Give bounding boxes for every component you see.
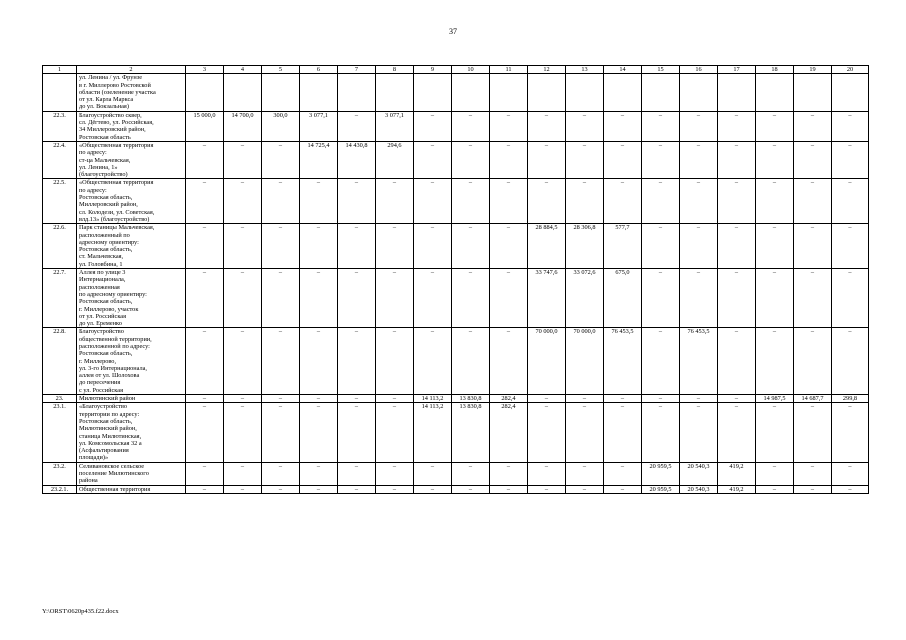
table-cell: – — [794, 485, 832, 493]
table-cell: – — [642, 328, 680, 395]
table-cell: – — [794, 403, 832, 462]
row-number: 22.7. — [43, 269, 77, 328]
table-cell: – — [300, 179, 338, 224]
table-row — [43, 485, 869, 493]
table-cell: 15 000,0 — [186, 111, 224, 141]
table-row — [43, 403, 869, 462]
column-header: 2 — [77, 66, 186, 74]
table-cell: – — [338, 462, 376, 485]
table-row — [43, 395, 869, 403]
row-name: Аллея по улице 3 Интернационала, расположенная по адресному ориентиру: Ростовская область, г. Миллерово, участок от ул. Российская до ул. Еременко — [77, 269, 186, 328]
table-cell: – — [604, 395, 642, 403]
table-cell: 33 747,6 — [528, 269, 566, 328]
table-cell: – — [186, 224, 224, 269]
table-cell: – — [224, 485, 262, 493]
table-cell: 20 959,5 — [642, 462, 680, 485]
row-number: 23.2.1. — [43, 485, 77, 493]
table-cell: 14 725,4 — [300, 141, 338, 178]
table-cell: – — [376, 269, 414, 328]
table-cell: – — [756, 403, 794, 462]
table-cell: – — [300, 485, 338, 493]
column-header: 11 — [490, 66, 528, 74]
column-header: 19 — [794, 66, 832, 74]
table-cell: – — [832, 485, 869, 493]
table-cell: – — [566, 462, 604, 485]
table-cell: – — [414, 224, 452, 269]
table-cell: – — [832, 328, 869, 395]
table-cell: – — [680, 141, 718, 178]
table-cell — [414, 74, 452, 111]
table-cell: – — [414, 141, 452, 178]
table-cell: – — [566, 395, 604, 403]
data-table — [42, 65, 869, 494]
table-cell: – — [186, 328, 224, 395]
table-row — [43, 269, 869, 328]
row-name: «Благоустройство территории по адресу: Ростовская область, Милютинский район, станица Милютинская, ул. Комсомольская 32 а (Асфальтирования площади)» — [77, 403, 186, 462]
table-cell: – — [376, 224, 414, 269]
table-row — [43, 179, 869, 224]
table-cell: – — [832, 224, 869, 269]
table-cell: – — [262, 462, 300, 485]
table-row — [43, 111, 869, 141]
table-cell: – — [452, 179, 490, 224]
column-header: 3 — [186, 66, 224, 74]
table-cell: – — [300, 462, 338, 485]
table-cell: – — [186, 179, 224, 224]
table-cell: – — [756, 179, 794, 224]
table-cell: – — [490, 485, 528, 493]
table-cell: – — [604, 111, 642, 141]
table-cell: – — [680, 403, 718, 462]
table-cell: – — [262, 179, 300, 224]
table-cell: – — [338, 403, 376, 462]
table-cell: 28 306,8 — [566, 224, 604, 269]
table-cell: 14 700,0 — [224, 111, 262, 141]
table-cell: 577,7 — [604, 224, 642, 269]
table-cell — [452, 74, 490, 111]
table-cell: – — [718, 403, 756, 462]
table-cell: – — [376, 485, 414, 493]
row-name: Селивановское сельское поселение Милютинского района — [77, 462, 186, 485]
table-cell: – — [794, 328, 832, 395]
table-cell: – — [300, 328, 338, 395]
table-cell: – — [300, 269, 338, 328]
table-cell: – — [490, 141, 528, 178]
table-cell: – — [224, 179, 262, 224]
table-cell — [642, 74, 680, 111]
table-cell: 3 077,1 — [376, 111, 414, 141]
table-cell: – — [756, 111, 794, 141]
table-cell — [262, 74, 300, 111]
table-cell — [338, 74, 376, 111]
table-cell: – — [338, 111, 376, 141]
table-cell: – — [718, 328, 756, 395]
column-header: 7 — [338, 66, 376, 74]
table-cell: – — [262, 395, 300, 403]
column-header: 8 — [376, 66, 414, 74]
table-cell: – — [452, 141, 490, 178]
table-cell: – — [186, 141, 224, 178]
table-cell: – — [376, 179, 414, 224]
table-cell: – — [338, 179, 376, 224]
table-cell: – — [262, 485, 300, 493]
table-cell: – — [528, 403, 566, 462]
table-cell: – — [376, 462, 414, 485]
table-cell — [224, 74, 262, 111]
table-cell: – — [680, 224, 718, 269]
table-cell: – — [794, 224, 832, 269]
table-cell: 33 072,6 — [566, 269, 604, 328]
table-cell: 14 430,8 — [338, 141, 376, 178]
table-cell: – — [490, 328, 528, 395]
table-cell — [186, 74, 224, 111]
table-cell: – — [262, 328, 300, 395]
table-cell: – — [300, 224, 338, 269]
column-header: 4 — [224, 66, 262, 74]
table-cell: – — [566, 403, 604, 462]
table-cell: – — [832, 111, 869, 141]
table-cell: – — [718, 111, 756, 141]
row-name: «Общественная территория по адресу: Ростовская область, Миллеровский район, сл. Колодези, ул. Советская, влд.13» (благоустройство) — [77, 179, 186, 224]
row-name: Общественная территория — [77, 485, 186, 493]
table-cell: – — [186, 403, 224, 462]
table-cell: – — [642, 179, 680, 224]
table-cell — [718, 74, 756, 111]
table-cell: 300,0 — [262, 111, 300, 141]
table-cell: – — [376, 403, 414, 462]
table-cell: – — [452, 111, 490, 141]
table-cell: – — [262, 269, 300, 328]
table-cell: – — [490, 179, 528, 224]
table-cell: 20 540,3 — [680, 485, 718, 493]
table-cell: 20 540,3 — [680, 462, 718, 485]
table-cell: – — [338, 485, 376, 493]
table-cell: – — [338, 224, 376, 269]
row-name: Парк станицы Мальчевская, расположенный по адресному ориентиру: Ростовская область, ст. Мальчевская, ул. Головбина, 1 — [77, 224, 186, 269]
table-cell: 3 077,1 — [300, 111, 338, 141]
column-header: 15 — [642, 66, 680, 74]
table-row — [43, 328, 869, 395]
table-cell: 13 830,8 — [452, 395, 490, 403]
column-header: 5 — [262, 66, 300, 74]
row-number: 22.5. — [43, 179, 77, 224]
row-number: 23.2. — [43, 462, 77, 485]
table-cell: – — [756, 141, 794, 178]
column-header: 14 — [604, 66, 642, 74]
table-cell: 28 884,5 — [528, 224, 566, 269]
table-cell: – — [718, 179, 756, 224]
table-cell: 14 687,7 — [794, 395, 832, 403]
table-cell: – — [300, 403, 338, 462]
table-cell: – — [680, 269, 718, 328]
table-cell: 14 113,2 — [414, 403, 452, 462]
table-cell: 282,4 — [490, 403, 528, 462]
column-header: 16 — [680, 66, 718, 74]
table-cell: – — [262, 141, 300, 178]
table-cell: – — [566, 141, 604, 178]
table-cell: – — [566, 179, 604, 224]
table-cell: – — [642, 403, 680, 462]
table-cell: – — [642, 269, 680, 328]
table-cell: – — [832, 269, 869, 328]
table-cell: – — [528, 179, 566, 224]
table-cell: – — [338, 328, 376, 395]
table-cell: – — [756, 462, 794, 485]
column-header: 18 — [756, 66, 794, 74]
row-number: 22.3. — [43, 111, 77, 141]
table-cell: – — [642, 141, 680, 178]
table-cell: – — [566, 111, 604, 141]
row-name: «Общественная территория по адресу: ст-ца Мальчевская, ул. Ленина, 1» (благоустройство) — [77, 141, 186, 178]
table-cell: – — [414, 485, 452, 493]
table-cell: – — [718, 269, 756, 328]
table-cell: – — [832, 462, 869, 485]
table-cell: – — [452, 462, 490, 485]
row-name: ул. Ленина / ул. Фрунзе в г. Миллерово Ростовской области (озеленение участка от ул. Карла Маркса до ул. Вокзальная) — [77, 74, 186, 111]
table-cell: – — [604, 141, 642, 178]
table-cell — [528, 74, 566, 111]
row-number: 23. — [43, 395, 77, 403]
row-number: 22.6. — [43, 224, 77, 269]
table-cell: 419,2 — [718, 462, 756, 485]
table-cell: 299,8 — [832, 395, 869, 403]
table-cell: – — [794, 179, 832, 224]
row-number: 22.4. — [43, 141, 77, 178]
table-cell: – — [642, 395, 680, 403]
table-cell: – — [376, 395, 414, 403]
table-header-row — [43, 66, 869, 74]
table-cell: – — [718, 141, 756, 178]
table-cell: – — [452, 224, 490, 269]
table-cell — [794, 74, 832, 111]
table-cell: 14 987,5 — [756, 395, 794, 403]
table-cell — [566, 74, 604, 111]
table-cell — [300, 74, 338, 111]
row-number — [43, 74, 77, 111]
table-cell: – — [490, 462, 528, 485]
table-cell: – — [414, 269, 452, 328]
table-cell: 419,2 — [718, 485, 756, 493]
table-cell: – — [414, 111, 452, 141]
table-cell — [680, 74, 718, 111]
row-name: Милютинский район — [77, 395, 186, 403]
row-name: Благоустройство сквер, сл. Дёгтево, ул. Российская, 34 Миллеровский район, Ростовская область — [77, 111, 186, 141]
column-header: 10 — [452, 66, 490, 74]
table-cell — [490, 74, 528, 111]
table-cell: – — [262, 403, 300, 462]
table-cell: – — [452, 485, 490, 493]
table-cell: – — [224, 328, 262, 395]
table-cell: – — [756, 224, 794, 269]
table-cell: – — [604, 462, 642, 485]
table-cell: – — [718, 395, 756, 403]
table-cell: – — [224, 403, 262, 462]
table-cell: 675,0 — [604, 269, 642, 328]
table-cell — [604, 74, 642, 111]
row-number: 23.1. — [43, 403, 77, 462]
row-name: Благоустройство общественной территории, расположенной по адресу: Ростовская область, г. Миллерово, ул. 3-го Интернационала, аллея от ул. Шолохова до пересечения с ул. Российская — [77, 328, 186, 395]
table-cell: – — [300, 395, 338, 403]
table-cell: – — [224, 269, 262, 328]
table-cell: – — [490, 111, 528, 141]
table-cell: – — [262, 224, 300, 269]
table-cell: – — [756, 328, 794, 395]
table-cell: – — [528, 395, 566, 403]
column-header: 1 — [43, 66, 77, 74]
table-cell: 70 000,0 — [528, 328, 566, 395]
table-cell: – — [224, 462, 262, 485]
table-cell: 76 453,5 — [604, 328, 642, 395]
table-cell: – — [756, 485, 794, 493]
table-cell: 20 959,5 — [642, 485, 680, 493]
table-cell: 294,6 — [376, 141, 414, 178]
page-number: 37 — [449, 27, 457, 36]
table-cell: – — [452, 328, 490, 395]
table-cell: – — [528, 485, 566, 493]
table-row — [43, 224, 869, 269]
column-header: 20 — [832, 66, 869, 74]
table-row — [43, 74, 869, 111]
table-cell: 14 113,2 — [414, 395, 452, 403]
table-cell: – — [414, 328, 452, 395]
table-cell: – — [680, 111, 718, 141]
table-cell: – — [224, 395, 262, 403]
table-cell: – — [604, 403, 642, 462]
table-cell: – — [794, 269, 832, 328]
table-cell: – — [376, 328, 414, 395]
table-cell — [832, 74, 869, 111]
table-cell: – — [566, 485, 604, 493]
footer-file-path: Y:\ORST\0620p435.f22.docx — [42, 608, 119, 615]
table-cell: – — [452, 269, 490, 328]
table-cell: – — [642, 111, 680, 141]
table-cell: – — [528, 141, 566, 178]
table-cell: – — [718, 224, 756, 269]
table-cell: 13 830,8 — [452, 403, 490, 462]
table-cell: 70 000,0 — [566, 328, 604, 395]
table-cell: – — [414, 179, 452, 224]
column-header: 12 — [528, 66, 566, 74]
table-cell: – — [604, 179, 642, 224]
column-header: 13 — [566, 66, 604, 74]
table-cell: – — [756, 269, 794, 328]
table-cell: 76 453,5 — [680, 328, 718, 395]
table-cell: – — [794, 462, 832, 485]
table-cell: – — [832, 179, 869, 224]
table-cell: – — [490, 269, 528, 328]
table-cell: – — [224, 224, 262, 269]
table-cell: – — [186, 485, 224, 493]
table-cell: – — [224, 141, 262, 178]
table-cell: – — [528, 462, 566, 485]
table-cell: – — [414, 462, 452, 485]
table-cell: – — [528, 111, 566, 141]
table-cell: – — [604, 485, 642, 493]
table-cell: – — [680, 395, 718, 403]
table-row — [43, 462, 869, 485]
table-cell — [756, 74, 794, 111]
table-cell: – — [338, 269, 376, 328]
column-header: 17 — [718, 66, 756, 74]
table-cell: – — [832, 141, 869, 178]
table-cell: – — [338, 395, 376, 403]
table-cell: – — [490, 224, 528, 269]
column-header: 6 — [300, 66, 338, 74]
table-cell: – — [642, 224, 680, 269]
table-cell: – — [186, 269, 224, 328]
table-row — [43, 141, 869, 178]
table-cell: – — [186, 395, 224, 403]
column-header: 9 — [414, 66, 452, 74]
table-cell: – — [832, 403, 869, 462]
row-number: 22.8. — [43, 328, 77, 395]
table-cell: – — [680, 179, 718, 224]
table-cell: – — [794, 111, 832, 141]
table-cell: – — [794, 141, 832, 178]
table-cell: 282,4 — [490, 395, 528, 403]
table-cell — [376, 74, 414, 111]
table-cell: – — [186, 462, 224, 485]
